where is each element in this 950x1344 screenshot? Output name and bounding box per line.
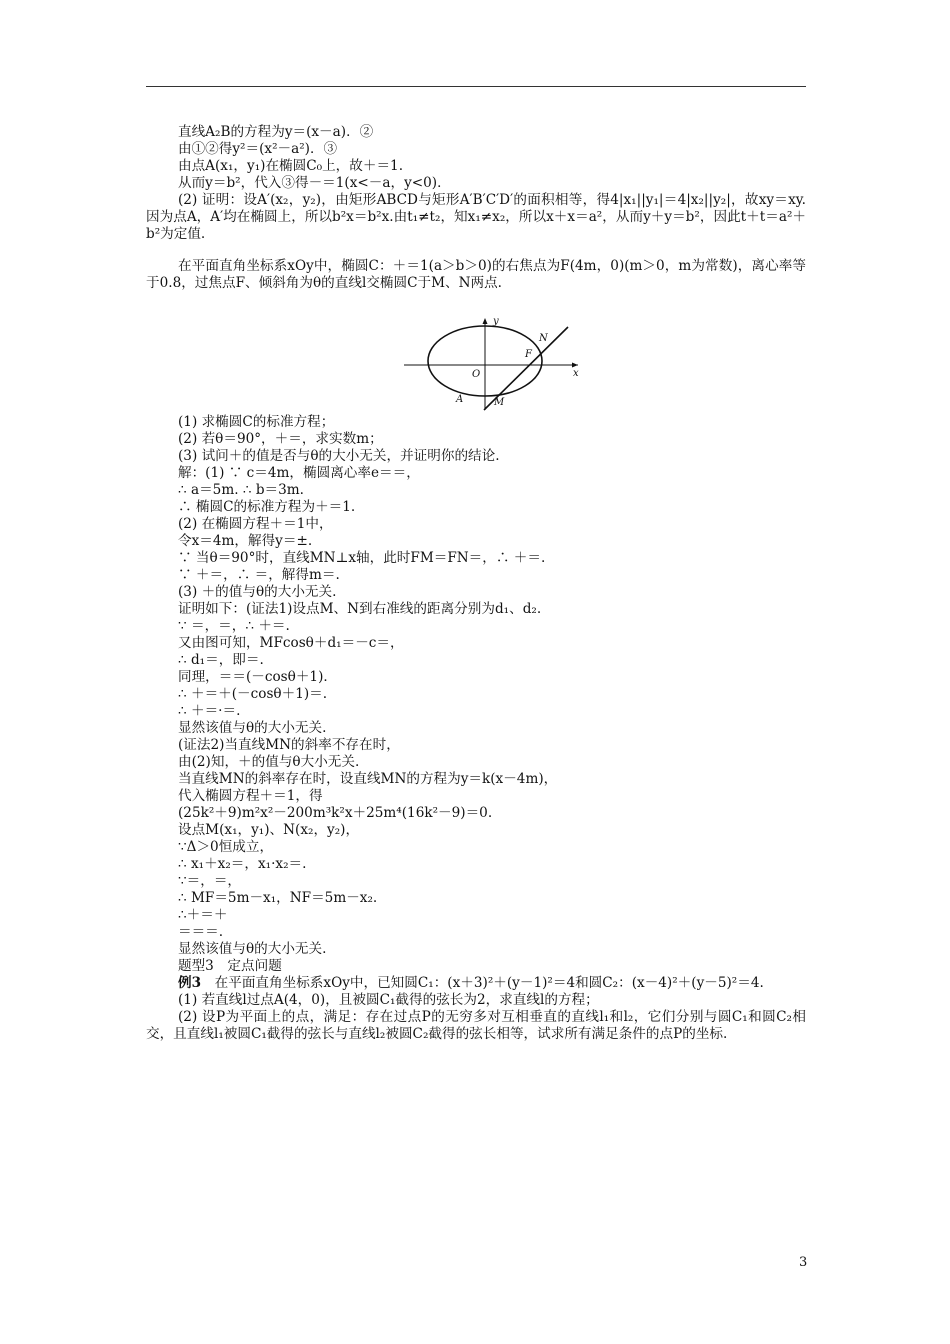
label-y: y [493, 316, 499, 327]
text-line: ∴ ＋＝·＝. [178, 703, 241, 719]
text-line: 又由图可知，MFcosθ＋d₁＝－c＝， [178, 635, 404, 651]
text-line: ∴ MF＝5m－x₁，NF＝5m－x₂. [178, 890, 378, 906]
example-3-statement [146, 975, 806, 992]
text-line: 显然该值与θ的大小无关. [178, 720, 327, 736]
header-rule [146, 86, 806, 87]
text-line: (证法2)当直线MN的斜率不存在时， [178, 737, 400, 753]
label-x: x [573, 368, 579, 379]
text-line: ∴＋＝＋ [178, 907, 228, 923]
solution-continuation [146, 124, 806, 243]
example-label: 例3 [178, 975, 202, 991]
text-line: 当直线MN的斜率存在时，设直线MN的方程为y＝k(x－4m)， [178, 771, 558, 787]
text-line: (2) 在椭圆方程＋＝1中， [178, 516, 333, 532]
text-line: ∵Δ＞0恒成立， [178, 839, 274, 855]
text-line: 证明如下：(证法1)设点M、N到右准线的距离分别为d₁、d₂. [178, 601, 542, 617]
text-line: (3) 试问＋的值是否与θ的大小无关，并证明你的结论. [178, 448, 500, 464]
section-heading: 题型3 定点问题 [178, 958, 282, 974]
text-line: ∵ ＝，＝，∴ ＋＝. [178, 618, 290, 634]
solution-body [146, 414, 806, 1043]
text-line: ∴ 椭圆C的标准方程为＋＝1. [178, 499, 356, 515]
x-axis-arrow [572, 363, 578, 368]
text-line: ∴ a＝5m. ∴ b＝3m. [178, 482, 304, 498]
example-3-question-1: (1) 若直线l过点A(4，0)，且被圆C₁截得的弦长为2，求直线l的方程； [178, 992, 599, 1008]
text-line: ∴ x₁＋x₂＝，x₁·x₂＝. [178, 856, 307, 872]
text-line: 由(2)知，＋的值与θ大小无关. [178, 754, 360, 770]
page-number: 3 [799, 1255, 808, 1270]
text-line: 同理，＝＝(－cosθ＋1)． [178, 669, 337, 685]
label-o: O [472, 369, 481, 380]
text-line: ∵ 当θ＝90°时，直线MN⊥x轴，此时FM＝FN＝，∴ ＋＝. [178, 550, 546, 566]
text-paragraph: 在平面直角坐标系xOy中，椭圆C：＋＝1(a＞b＞0)的右焦点为F(4m，0)(m＞0，m为常数)，离心率等于0.8，过焦点F、倾斜角为θ的直线l交椭圆C于M、N两点. [146, 258, 806, 291]
text-line: 由①②得y²＝(x²－a²)．③ [178, 141, 338, 157]
problem-statement [146, 258, 806, 292]
text-line: (3) ＋的值与θ的大小无关. [178, 584, 337, 600]
text-line: ∴ ＋＝＋(－cosθ＋1)＝. [178, 686, 328, 702]
text-line: (25k²＋9)m²x²－200m³k²x＋25m⁴(16k²－9)＝0. [178, 805, 493, 821]
text-line: (1) 求椭圆C的标准方程； [178, 414, 335, 430]
ellipse-figure [398, 314, 588, 414]
text-line: 解：(1) ∵ c＝4m，椭圆离心率e＝＝， [178, 465, 420, 481]
label-a: A [456, 394, 464, 405]
text-line: 由点A(x₁，y₁)在椭圆C₀上，故＋＝1. [178, 158, 404, 174]
y-axis-arrow [483, 318, 488, 324]
text-line: ∵＝，＝， [178, 873, 242, 889]
example-text: 在平面直角坐标系xOy中，已知圆C₁：(x＋3)²＋(y－1)²＝4和圆C₂：(x－4)²＋(y－5)²＝4. [201, 975, 764, 991]
example-3-question-2: (2) 设P为平面上的点，满足：存在过点P的无穷多对互相垂直的直线l₁和l₂，它们分别与圆C₁和圆C₂相交，且直线l₁被圆C₁截得的弦长与直线l₂被圆C₂截得的弦长相等，试求所有满足条件的点P的坐标. [146, 1009, 806, 1042]
text-line: 代入椭圆方程＋＝1，得 [178, 788, 323, 804]
text-line: 从而y＝b²，代入③得－＝1(x<－a，y<0)． [178, 175, 451, 191]
label-f: F [525, 349, 532, 360]
text-line: 直线A₂B的方程为y＝(x－a)．② [178, 124, 374, 140]
text-paragraph: (2) 证明：设A′(x₂，y₂)，由矩形ABCD与矩形A′B′C′D′的面积相等，得4|x₁||y₁|＝4|x₂||y₂|，故xy＝xy.因为点A，A′均在椭圆上，所以b²x＝b²x.由t₁≠t₂，知x₁≠x₂，所以x＋x＝a²，从而y＋y＝b²，因此t＋t＝a²＋b²为定值. [146, 192, 806, 242]
text-line: (2) 若θ＝90°，＋＝，求实数m； [178, 431, 383, 447]
text-line: 设点M(x₁，y₁)、N(x₂，y₂)， [178, 822, 360, 838]
text-line: ∴ d₁＝，即＝. [178, 652, 264, 668]
text-line: 令x＝4m，解得y＝±. [178, 533, 313, 549]
text-line: 显然该值与θ的大小无关. [178, 941, 327, 957]
label-n: N [539, 333, 548, 344]
text-line: ＝＝＝. [178, 924, 224, 940]
text-line: ∵ ＋＝，∴ ＝，解得m＝. [178, 567, 340, 583]
label-m: M [494, 397, 505, 408]
